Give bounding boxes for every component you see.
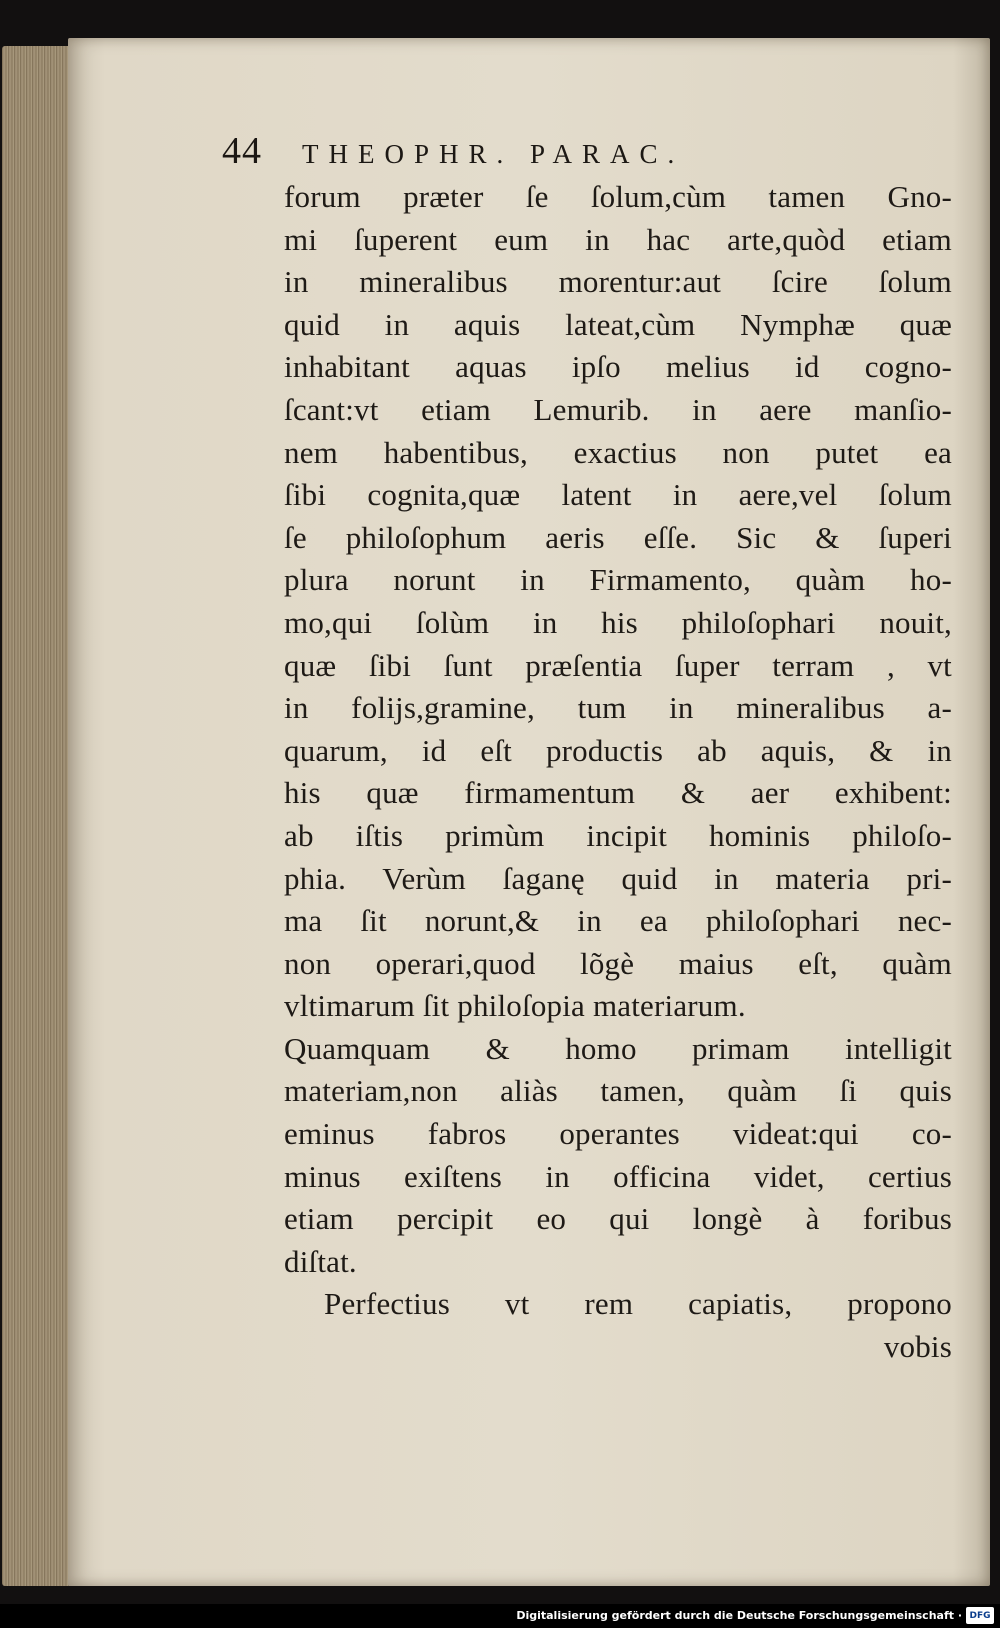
text-line: phia. Verùm ſaganę quid in materia pri- <box>284 860 952 896</box>
text-line: minus exiſtens in officina videt, certius <box>284 1158 952 1194</box>
digitization-footer <box>0 1604 1000 1628</box>
text-line: in mineralibus morentur:aut ſcire ſolum <box>284 264 952 300</box>
funding-credit: Digitalisierung gefördert durch die Deutsche Forschungsgemeinschaft · <box>516 1609 962 1622</box>
text-line: forum præter ſe ſolum,cùm tamen Gno- <box>284 179 952 214</box>
text-line: ma ſit norunt,& in ea philoſophari nec- <box>284 903 952 939</box>
text-line: ab iſtis primùm incipit hominis philoſo- <box>284 817 952 853</box>
text-line: nem habentibus, exactius non putet ea <box>284 434 952 470</box>
text-line: Quamquam & homo primam intelligit <box>284 1030 952 1066</box>
page-number: 44 <box>222 130 262 172</box>
text-line: in folijs,gramine, tum in mineralibus a- <box>284 690 952 726</box>
text-line: eminus fabros operantes videat:qui co- <box>284 1116 952 1152</box>
text-line: quid in aquis lateat,cùm Nymphæ quæ <box>284 306 952 342</box>
running-head <box>222 128 862 174</box>
text-line: quæ ſibi ſunt præſentia ſuper terram , vt <box>284 647 952 683</box>
text-line: plura norunt in Firmamento, quàm ho- <box>284 562 952 598</box>
dfg-logo-icon: DFG <box>966 1607 994 1624</box>
text-line: his quæ firmamentum & aer exhibent: <box>284 775 952 811</box>
text-line: mi ſuperent eum in hac arte,quòd etiam <box>284 221 952 257</box>
page-edges <box>2 46 72 1586</box>
text-line: Perfectius vt rem capiatis, propono <box>324 1286 952 1322</box>
text-line: ſcant:vt etiam Lemurib. in aere manſio- <box>284 391 952 427</box>
text-line: quarum, id eſt productis ab aquis, & in <box>284 732 952 768</box>
running-title: THEOPHR. PARAC. <box>302 139 685 169</box>
text-line: etiam percipit eo qui longè à foribus <box>284 1201 952 1237</box>
text-line: mo,qui ſolùm in his philoſophari nouit, <box>284 604 952 640</box>
text-line: diſtat. <box>284 1243 357 1279</box>
text-line: inhabitant aquas ipſo melius id cogno- <box>284 349 952 385</box>
text-line: ſibi cognita,quæ latent in aere,vel ſolum <box>284 477 952 513</box>
text-line: materiam,non aliàs tamen, quàm ſi quis <box>284 1073 952 1109</box>
text-line: ſe philoſophum aeris eſſe. Sic & ſuperi <box>284 519 952 555</box>
text-line: vltimarum ſit philoſopia materiarum. <box>284 988 746 1024</box>
text-line: non operari,quod lõgè maius eſt, quàm <box>284 945 952 981</box>
catchword: vobis <box>883 1329 952 1365</box>
body-text <box>284 176 952 1369</box>
